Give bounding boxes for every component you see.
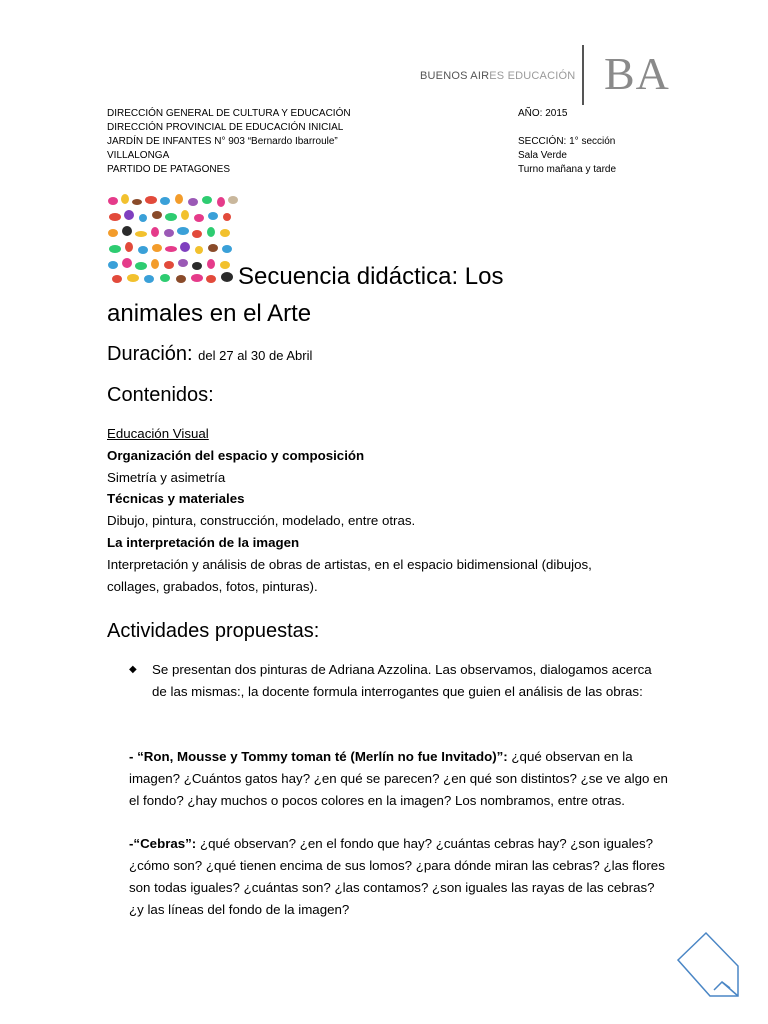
tec-heading: Técnicas y materiales — [107, 491, 245, 506]
document-title — [107, 258, 627, 332]
logo-mark: BA — [604, 48, 670, 99]
cebras-title: -“Cebras”: — [129, 836, 197, 851]
activity-bullet-text: Se presentan dos pinturas de Adriana Azzolina. Las observamos, dialogamos acerca de las mismas:, la docente formula interrogantes que guien el análisis de las obras: — [152, 662, 652, 699]
title-text-1: Secuencia didáctica: Los — [238, 263, 504, 290]
tec-text: Dibujo, pintura, construcción, modelado, entre otras. — [107, 513, 416, 528]
contents-heading: Contenidos: — [107, 384, 214, 406]
interp-text: Interpretación y análisis de obras de artistas, en el espacio bidimensional (dibujos, collages, grabados, fotos, pinturas). — [107, 557, 592, 594]
logo-divider — [582, 45, 584, 105]
cebras-text: ¿qué observan? ¿en el fondo que hay? ¿cuántas cebras hay? ¿son iguales? ¿cómo son? ¿qué tienen encima de sus lomos? ¿para dónde miran las cebras? ¿las flores son todas iguales? ¿cuántas son? ¿las contamos? ¿son iguales las rayas de las cebras? ¿y las líneas del fondo de la imagen? — [129, 836, 665, 917]
header-section — [518, 135, 616, 177]
activities-heading: Actividades propuestas: — [107, 620, 320, 642]
logo-text-dark: BUENOS AIR — [420, 70, 490, 82]
header-line: SECCIÓN: 1° sección — [518, 136, 616, 147]
header-institution — [107, 107, 351, 177]
title-line-2: animales en el Arte — [107, 300, 312, 327]
header-line: PARTIDO DE PATAGONES — [107, 164, 230, 175]
header-line: JARDÍN DE INFANTES N° 903 “Bernardo Ibarroule” — [107, 136, 338, 147]
diamond-bullet-icon: ◆ — [129, 664, 137, 675]
header-line: Sala Verde — [518, 150, 567, 161]
org-text: Simetría y asimetría — [107, 470, 226, 485]
org-heading: Organización del espacio y composición — [107, 448, 365, 463]
logo-text-light: ES EDUCACIÓN — [489, 70, 576, 82]
interp-heading: La interpretación de la imagen — [107, 535, 300, 550]
ron-text: ¿qué observan en la imagen? ¿Cuántos gatos hay? ¿en qué se parecen? ¿en qué son distintos? ¿se ve algo en el fondo? ¿hay muchos o pocos colores en la imagen? Los nombramos, entre otras. — [129, 749, 668, 808]
pencil-icon[interactable] — [676, 930, 742, 998]
header-line: DIRECCIÓN PROVINCIAL DE EDUCACIÓN INICIAL — [107, 122, 344, 133]
ron-paragraph — [129, 746, 669, 812]
duration-label: Duración: — [107, 343, 193, 365]
duration-value: del 27 al 30 de Abril — [198, 348, 313, 363]
buenos-aires-logo — [408, 45, 670, 105]
logo-text — [420, 70, 575, 82]
area-label: Educación Visual — [107, 426, 209, 441]
header-line: Turno mañana y tarde — [518, 164, 617, 175]
cebras-paragraph — [129, 833, 669, 921]
header-line: VILLALONGA — [107, 150, 170, 161]
duration-line — [107, 342, 312, 368]
title-line-1 — [107, 258, 627, 295]
header-year: AÑO: 2015 — [518, 108, 568, 119]
ron-title: - “Ron, Mousse y Tommy toman té (Merlín no fue Invitado)”: — [129, 749, 508, 764]
header-line: DIRECCIÓN GENERAL DE CULTURA Y EDUCACIÓN — [107, 108, 351, 119]
